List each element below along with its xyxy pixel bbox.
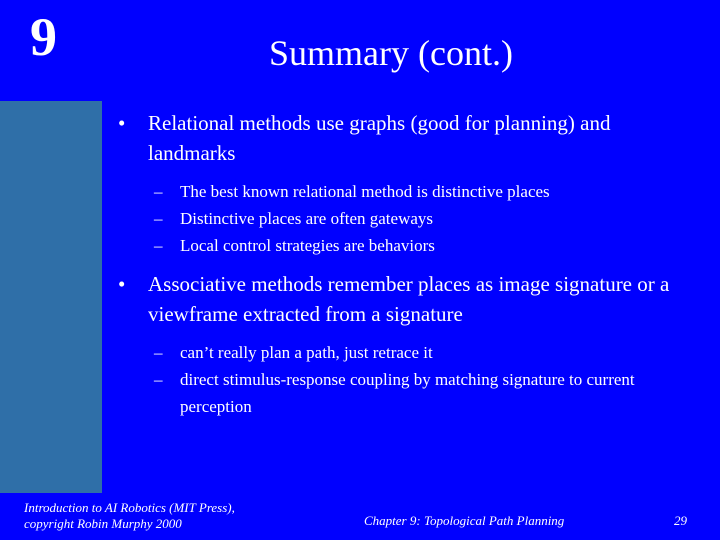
sub-item-text: The best known relational method is distinctive places [180,182,550,201]
sub-item [150,205,688,232]
sub-item-text: Local control strategies are behaviors [180,236,435,255]
sub-item-text: can’t really plan a path, just retrace it [180,343,433,362]
dash-marker: – [154,370,163,389]
slide-body [118,108,688,430]
sub-list-relational [150,178,688,259]
dash-marker: – [154,182,163,201]
sub-item-text: direct stimulus-response coupling by matching signature to current perception [180,370,635,416]
dash-marker: – [154,209,163,228]
side-accent-bar [0,101,102,493]
dash-marker: – [154,236,163,255]
page-number: 29 [674,513,687,528]
slide-title: Summary (cont.) [269,33,513,73]
footer-credit [24,500,284,532]
bullet-marker: • [118,111,126,135]
bullet-relational [118,108,688,168]
bullet-text: Associative methods remember places as image signature or a viewframe extracted from a signature [148,272,670,326]
dash-marker: – [154,343,163,362]
footer-credit-line: copyright Robin Murphy 2000 [24,516,182,531]
footer-credit-line: Introduction to AI Robotics (MIT Press), [24,500,235,515]
sub-item [150,366,688,420]
sub-item [150,232,688,259]
sub-item-text: Distinctive places are often gateways [180,209,434,228]
bullet-text: Relational methods use graphs (good for planning) and landmarks [148,111,611,165]
sub-item [150,178,688,205]
sub-list-associative [150,339,688,420]
bullet-marker: • [118,272,126,296]
sub-item [150,339,688,366]
footer-chapter: Chapter 9: Topological Path Planning [364,513,565,528]
chapter-number: 9 [30,7,57,67]
bullet-associative [118,269,688,329]
